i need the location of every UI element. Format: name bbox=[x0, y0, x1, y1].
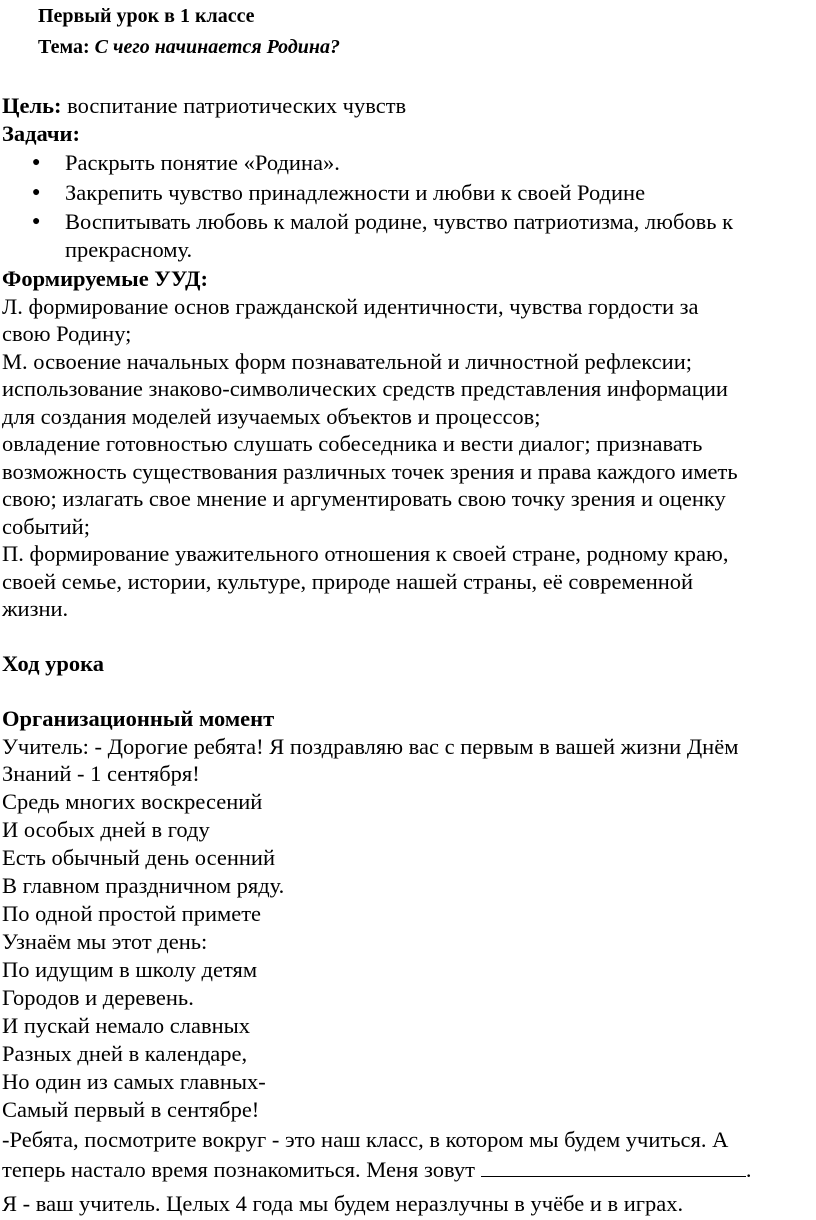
uud-line: свою; излагать свое мнение и аргументировать свою точку зрения и оценку bbox=[2, 486, 726, 511]
intro-line: Учитель: - Дорогие ребята! Я поздравляю вас с первым в вашей жизни Днём bbox=[2, 733, 739, 759]
uud-line: событий; bbox=[2, 513, 90, 539]
uud-line: П. формирование уважительного отношения к своей стране, родному краю, bbox=[2, 541, 729, 566]
closing-period: . bbox=[745, 1157, 752, 1182]
bullet-icon: ● bbox=[32, 184, 41, 200]
bullet-icon: ● bbox=[32, 155, 41, 170]
closing-line-with-blank bbox=[2, 1156, 816, 1184]
uud-line: свою Родину; bbox=[2, 321, 132, 346]
intro-line: Знаний - 1 сентября! bbox=[2, 761, 200, 786]
list-item: ● Закрепить чувство принадлежности и любви к своей Родине bbox=[32, 179, 646, 205]
uud-block bbox=[2, 293, 816, 623]
poem-line: И пускай немало славных bbox=[2, 1012, 251, 1038]
uud-line: своей семье, истории, культуре, природе нашей страны, её современной bbox=[2, 568, 694, 594]
list-item: ● Воспитывать любовь к малой родине, чувство патриотизма, любовь к прекрасному. bbox=[32, 209, 734, 262]
uud-line: использование знаково-символических средств представления информации bbox=[2, 376, 728, 401]
closing-text: теперь настало время познакомиться. Меня зовут bbox=[2, 1157, 475, 1182]
document-title bbox=[2, 4, 816, 28]
goal-label: Цель: bbox=[2, 93, 62, 118]
poem-line: Средь многих воскресений bbox=[2, 788, 263, 814]
tasks-heading: Задачи: bbox=[2, 120, 81, 146]
poem-block bbox=[2, 788, 816, 1124]
bullet-icon: ● bbox=[32, 214, 41, 229]
lesson-heading: Ход урока bbox=[2, 651, 105, 676]
poem-line: По идущим в школу детям bbox=[2, 956, 258, 982]
uud-line: возможность существования различных точек зрения и права каждого иметь bbox=[2, 458, 738, 484]
topic-line bbox=[2, 35, 816, 59]
poem-line: Узнаём мы этот день: bbox=[2, 928, 208, 954]
poem-line: Городов и деревень. bbox=[2, 984, 194, 1010]
topic-label: Тема: bbox=[38, 36, 90, 58]
uud-line: жизни. bbox=[2, 596, 69, 621]
goal-text: воспитание патриотических чувств bbox=[67, 93, 407, 118]
poem-line: По одной простой примете bbox=[2, 900, 262, 926]
closing-line: -Ребята, посмотрите вокруг - это наш класс, в котором мы будем учиться. А bbox=[2, 1126, 729, 1152]
topic-value: С чего начинается Родина? bbox=[94, 36, 340, 58]
tasks-list bbox=[2, 149, 816, 263]
list-item: ● Раскрыть понятие «Родина». bbox=[32, 150, 340, 175]
poem-line: Разных дней в календаре, bbox=[2, 1040, 248, 1066]
poem-line: И особых дней в году bbox=[2, 816, 210, 842]
uud-line: для создания моделей изучаемых объектов и процессов; bbox=[2, 403, 541, 429]
uud-line: М. освоение начальных форм познавательной и личностной рефлексии; bbox=[2, 348, 692, 374]
name-blank bbox=[481, 1156, 746, 1177]
poem-line: Но один из самых главных- bbox=[2, 1068, 266, 1094]
uud-heading: Формируемые УУД: bbox=[2, 266, 209, 291]
title-text: Первый урок в 1 классе bbox=[38, 5, 255, 27]
poem-line: В главном праздничном ряду. bbox=[2, 872, 285, 898]
closing-line: Я - ваш учитель. Целых 4 года мы будем неразлучны в учёбе и в играх. bbox=[2, 1190, 684, 1216]
uud-line: овладение готовностью слушать собеседника и вести диалог; признавать bbox=[2, 431, 703, 456]
goal-line bbox=[2, 92, 816, 120]
uud-line: Л. формирование основ гражданской идентичности, чувства гордости за bbox=[2, 293, 699, 319]
poem-line: Самый первый в сентябре! bbox=[2, 1096, 260, 1122]
poem-line: Есть обычный день осенний bbox=[2, 844, 275, 870]
org-heading: Организационный момент bbox=[2, 706, 275, 731]
